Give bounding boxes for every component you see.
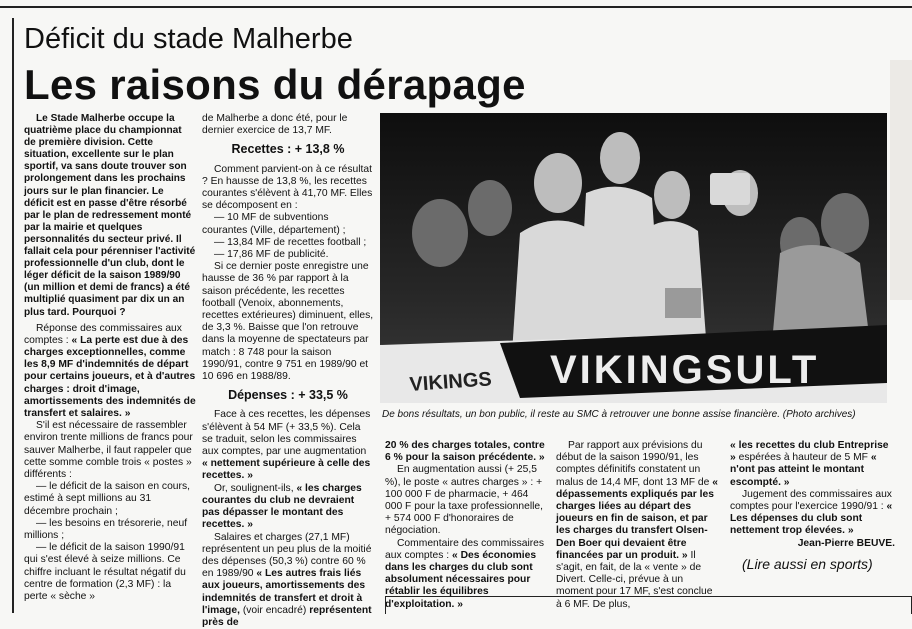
paragraph — [730, 440, 895, 489]
photo-banner-right-text: VIKINGSULT — [550, 348, 819, 392]
photo-banner-left-text: VIKINGS — [409, 368, 493, 396]
quote-bold: représentent près de — [202, 605, 372, 628]
paragraph — [202, 483, 374, 532]
paragraph: — le déficit de la saison 1990/91 qui s'est élevé à seize millions. Ce chiffre incluant le résultat négatif du centre de formation (2,3 MF) : la perte « sèche » — [24, 542, 196, 603]
quote-bold: « Les dépenses du club sont nettement trop élevées. » — [730, 501, 892, 536]
left-rule — [12, 18, 14, 613]
lead-paragraph: Le Stade Malherbe occupe la quatrième place du championnat de première division. Cette situation, excellente sur le plan sportif, va sans doute trouver son prolongement dans les prochains jours sur le plan financier. Le déficit est en passe d'être résorbé par le plan de redressement monté par la mairie et quelques personnalités du secteur privé. Il fallait cela pour pérenniser l'activité professionnelle d'un club, dont le léger déficit de la saison 1989/90 (un million et demi de francs) a été multiplié quasiment par dix un an plus tard. Pourquoi ? — [24, 113, 196, 319]
next-article-box-edge — [385, 596, 912, 614]
paragraph — [730, 489, 895, 538]
quote-bold: « nettement supérieure à celle des recettes. » — [202, 458, 370, 481]
photo-caption: De bons résultats, un bon public, il reste au SMC à retrouver une bonne assise financière. (Photo archives) — [382, 408, 902, 421]
quote-bold: « Les autres frais liés aux joueurs, amortissements des indemnités de transfert et droit à l'image, — [202, 568, 365, 616]
quote-bold: 20 % des charges totales, contre 6 % pour la saison précédente. » — [385, 440, 545, 464]
quote-bold: « n'ont pas atteint le montant escompté. » — [730, 452, 877, 487]
subheading-recettes: Recettes : + 13,8 % — [202, 143, 374, 155]
see-also-note: (Lire aussi en sports) — [742, 556, 873, 572]
text-run: Il s'agit, en fait, de la « vente » de Divert. Celle-ci, prévue à un moment pour 17 MF, s'est conclue à 6 MF. De plus, — [556, 550, 713, 610]
text-run: espérées à hauteur de 5 MF — [739, 452, 868, 463]
paragraph — [24, 323, 196, 421]
paragraph: — 10 MF de subventions courantes (Ville, département) ; — [202, 212, 374, 236]
paragraph: — 17,86 MF de publicité. — [202, 249, 374, 261]
column-4 — [556, 440, 721, 611]
quote-bold: « les charges courantes du club ne devraient pas dépasser le montant des recettes. » — [202, 483, 362, 531]
article-kicker: Déficit du stade Malherbe — [24, 22, 353, 56]
paragraph — [202, 409, 374, 482]
subheading-depenses: Dépenses : + 33,5 % — [202, 389, 374, 401]
quote-bold: « La perte est due à des charges exceptionnelles, comme les 8,9 MF d'indemnités de départ pour certains joueurs, et à d'autres charges : droit d'image, amortissements des indemnités de transfert et salaires. » — [24, 335, 196, 419]
paragraph: Comment parvient-on à ce résultat ? En hausse de 13,8 %, les recettes courantes s'élèvent à 41,70 MF. Elles se décomposent en : — [202, 164, 374, 213]
paragraph: S'il est nécessaire de rassembler environ trente millions de francs pour sauver Malherbe, il faut rappeler que cette somme comble trois « postes » différents : — [24, 420, 196, 481]
text-run: Par rapport aux prévisions du début de la saison 1990/91, les comptes définitifs constatent un malus de 14,4 MF, dont 13 MF de — [556, 440, 709, 488]
quote-bold: « les recettes du club Entreprise » — [730, 440, 889, 463]
text-run: Réponse des commissaires aux comptes : — [24, 323, 182, 346]
photo-supporters — [380, 113, 887, 403]
photo-illustration — [380, 113, 887, 403]
text-run: Or, soulignent-ils, — [214, 483, 294, 494]
paragraph: — les besoins en trésorerie, neuf millions ; — [24, 518, 196, 542]
adjacent-article-edge — [890, 60, 912, 300]
paragraph: En augmentation aussi (+ 25,5 %), le poste « autres charges » : + 100 000 F de pharmacie, + 464 000 F pour la taxe professionnelle, + 574 000 F d'honoraires de négociation. — [385, 464, 545, 537]
paragraph: de Malherbe a donc été, pour le dernier exercice de 13,7 MF. — [202, 113, 374, 137]
quote-bold: « Des économies dans les charges du club sont absolument nécessaires pour rétablir les équilibres d'exploitation. » — [385, 550, 536, 610]
text-run: Commentaire des commissaires aux comptes : — [385, 538, 544, 561]
author-signature: Jean-Pierre BEUVE. — [730, 538, 895, 550]
paragraph — [202, 532, 374, 629]
text-run: (voir encadré) — [243, 605, 307, 616]
column-3 — [385, 440, 545, 611]
text-run: Salaires et charges (27,1 MF) représentent un peu plus de la moitié des dépenses (50,3 %) contre 60 % en 1989/90 — [202, 532, 371, 580]
text-run: Jugement des commissaires aux comptes pour l'exercice 1990/91 : — [730, 489, 892, 512]
column-5 — [730, 440, 895, 550]
top-rule — [0, 6, 912, 8]
paragraph: Si ce dernier poste enregistre une hausse de 36 % par rapport à la saison précédente, les recettes football (Venoix, abonnements, recettes extérieures) diminuent, elles, de 3,3 %. Baisse que l'on retrouve dans la moyenne de spectateurs par match : 8 748 pour la saison 1990/91, contre 9 751 en 1989/90 et 10 696 en 1988/89. — [202, 261, 374, 383]
quote-bold: « dépassements expliqués par les charges liées au départ des joueurs en fin de saison, et par les charges du transfert Olsen-Den Boer qui devaient être financées par un produit. » — [556, 477, 718, 561]
text-run: Face à ces recettes, les dépenses s'élèvent à 54 MF (+ 33,5 %). Cela se traduit, selon les commissaires aux comptes, par une augmentation — [202, 409, 370, 457]
article-headline: Les raisons du dérapage — [24, 60, 526, 110]
paragraph — [556, 440, 721, 611]
paragraph: — le déficit de la saison en cours, estimé à sept millions au 31 décembre prochain ; — [24, 481, 196, 518]
column-2 — [202, 113, 374, 629]
paragraph: — 13,84 MF de recettes football ; — [202, 237, 374, 249]
column-1 — [24, 113, 196, 603]
